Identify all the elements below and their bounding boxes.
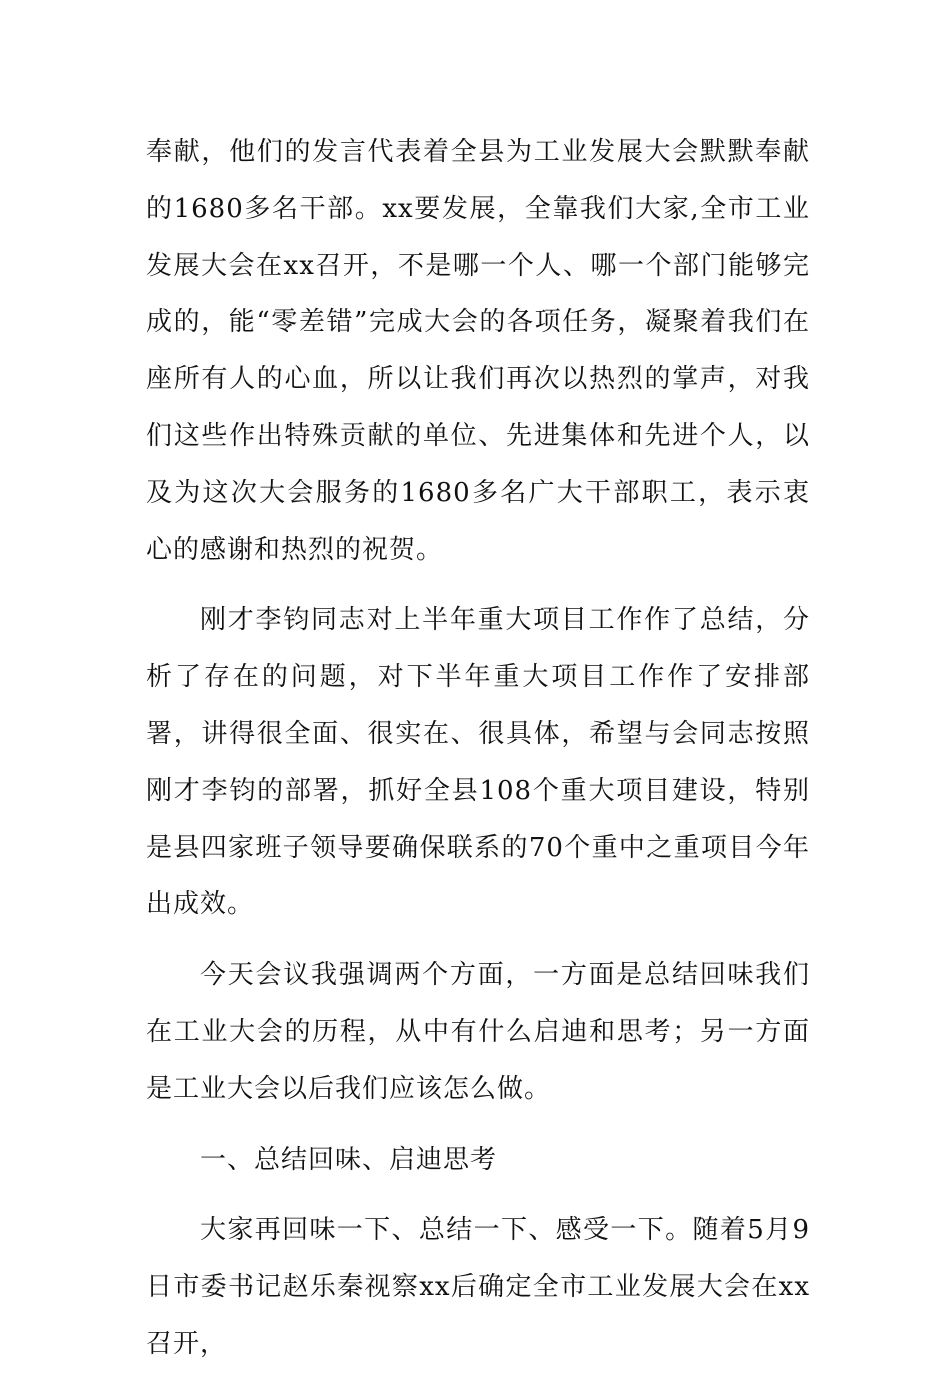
paragraph-project-summary: 刚才李钧同志对上半年重大项目工作作了总结，分析了存在的问题，对下半年重大项目工作作了安排部署，讲得很全面、很实在、很具体，希望与会同志按照刚才李钧的部署，抓好全县108个重大项目建设，特别是县四家班子领导要确保联系的70个重中之重项目今年出成效。 (146, 605, 810, 920)
section-heading: 一、总结回味、启迪思考 (200, 1144, 498, 1175)
document-page (146, 124, 810, 1373)
paragraph-continuation: 奉献，他们的发言代表着全县为工业发展大会默默奉献的1680多名干部。xx要发展，全靠我们大家,全市工业发展大会在xx召开，不是哪一个人、哪一个部门能够完成的，能“零差错”完成大会的各项任务，凝聚着我们在座所有人的心血，所以让我们再次以热烈的掌声，对我们这些作出特殊贡献的单位、先进集体和先进个人，以及为这次大会服务的1680多名广大干部职工，表示衷心的感谢和热烈的祝贺。 (146, 137, 810, 565)
paragraph-review: 大家再回味一下、总结一下、感受一下。随着5月9日市委书记赵乐秦视察xx后确定全市工业发展大会在xx召开， (146, 1215, 810, 1359)
paragraph-meeting-focus: 今天会议我强调两个方面，一方面是总结回味我们在工业大会的历程，从中有什么启迪和思考；另一方面是工业大会以后我们应该怎么做。 (146, 960, 810, 1104)
